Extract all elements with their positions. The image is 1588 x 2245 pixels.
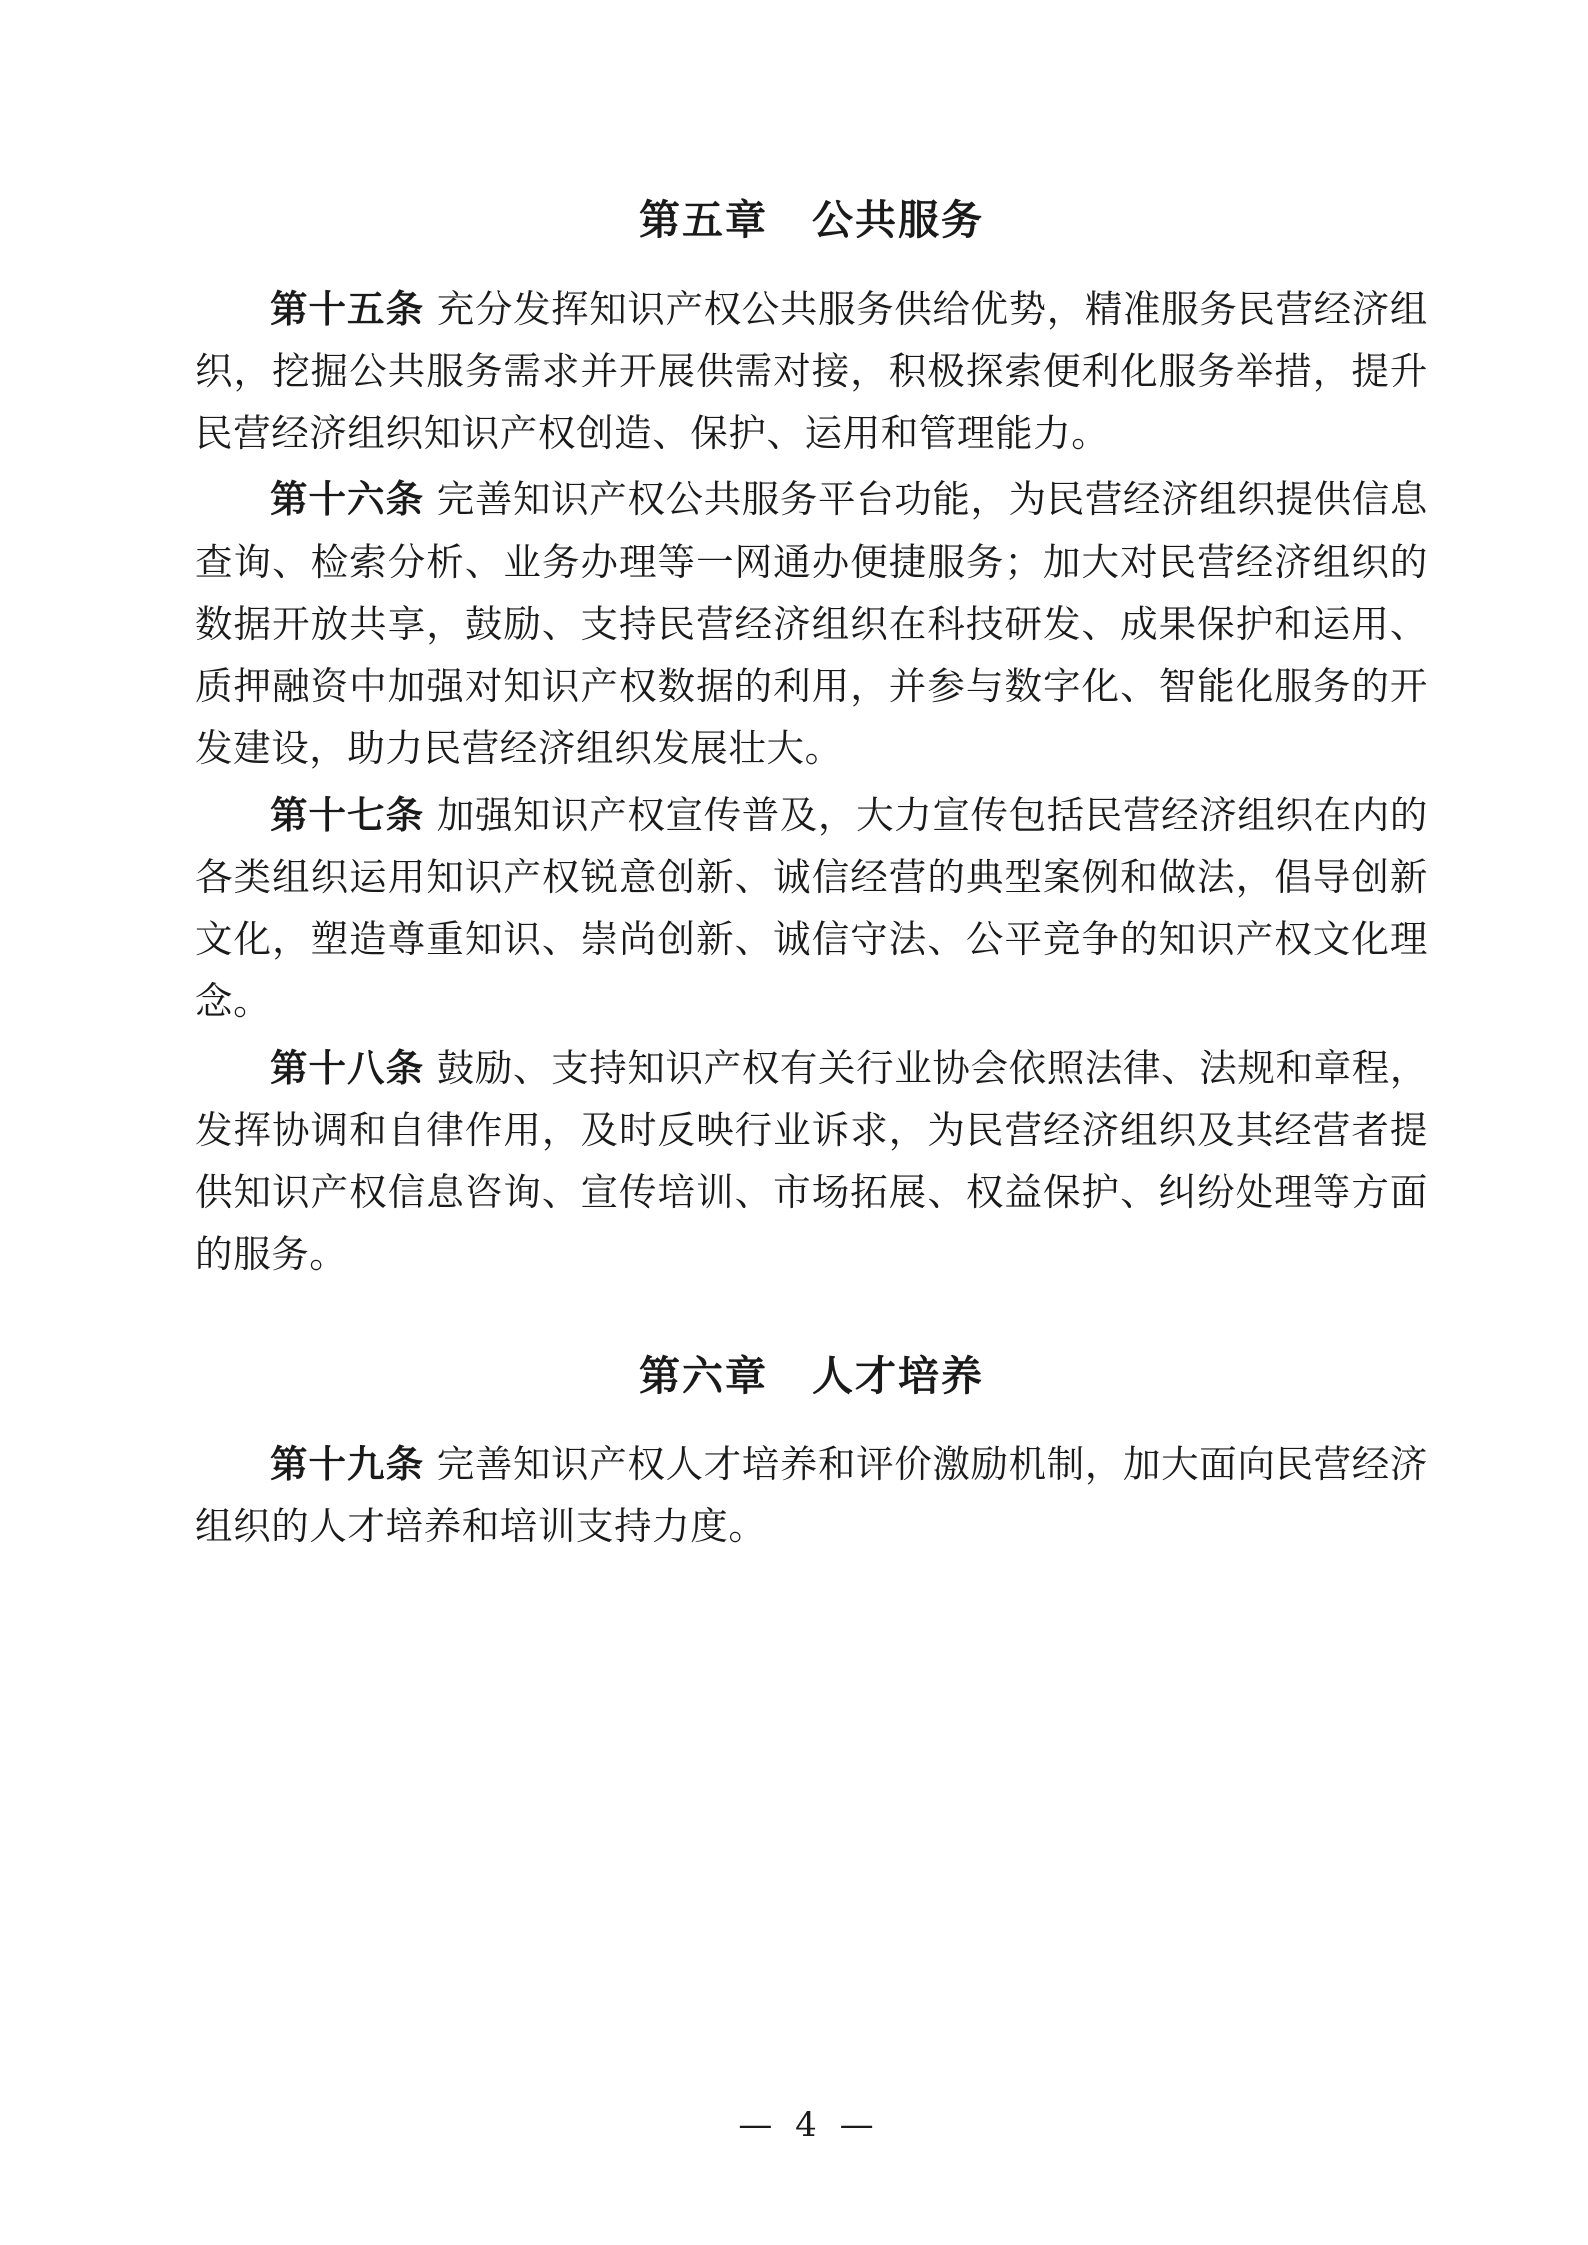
- article-paragraph: [195, 1433, 1428, 1558]
- section-spacer: [195, 1290, 1428, 1346]
- article-paragraph: [195, 278, 1428, 465]
- chapter-heading-5: [195, 190, 1428, 252]
- article-label: 第十九条: [270, 1442, 425, 1486]
- chapter-title: 人才培养: [812, 1351, 984, 1400]
- article-label: 第十八条: [270, 1045, 425, 1090]
- article-paragraph: [195, 1037, 1428, 1286]
- article-label: 第十六条: [270, 477, 425, 522]
- article-text: 完善知识产权公共服务平台功能，为民营经济组织提供信息查询、检索分析、业务办理等一网通办便捷服务；加大对民营经济组织的数据开放共享，鼓励、支持民营经济组织在科技研发、成果保护和运用、质押融资中加强对知识产权数据的利用，并参与数字化、智能化服务的开发建设，助力民营经济组织发展壮大。: [195, 477, 1429, 771]
- chapter-number: 第五章: [639, 196, 768, 244]
- article-text: 充分发挥知识产权公共服务供给优势，精准服务民营经济组织，挖掘公共服务需求并开展供需对接，积极探索便利化服务举措，提升民营经济组织知识产权创造、保护、运用和管理能力。: [195, 286, 1429, 455]
- article-text: 加强知识产权宣传普及，大力宣传包括民营经济组织在内的各类组织运用知识产权锐意创新、诚信经营的典型案例和做法，倡导创新文化，塑造尊重知识、崇尚创新、诚信守法、公平竞争的知识产权文化理念。: [195, 792, 1429, 1024]
- article-text: 完善知识产权人才培养和评价激励机制，加大面向民营经济组织的人才培养和培训支持力度。: [195, 1442, 1429, 1549]
- page-number: — 4 —: [738, 2105, 880, 2145]
- article-paragraph: [195, 784, 1428, 1033]
- page-footer: [0, 2105, 1588, 2145]
- chapter-number: 第六章: [639, 1351, 768, 1400]
- article-text: 鼓励、支持知识产权有关行业协会依照法律、法规和章程，发挥协调和自律作用，及时反映行业诉求，为民营经济组织及其经营者提供知识产权信息咨询、宣传培训、市场拓展、权益保护、纠纷处理等方面的服务。: [195, 1045, 1429, 1277]
- article-paragraph: [195, 468, 1428, 779]
- chapter-heading-6: [195, 1346, 1428, 1408]
- article-label: 第十七条: [270, 792, 425, 837]
- chapter-title: 公共服务: [812, 196, 984, 244]
- article-label: 第十五条: [270, 286, 425, 331]
